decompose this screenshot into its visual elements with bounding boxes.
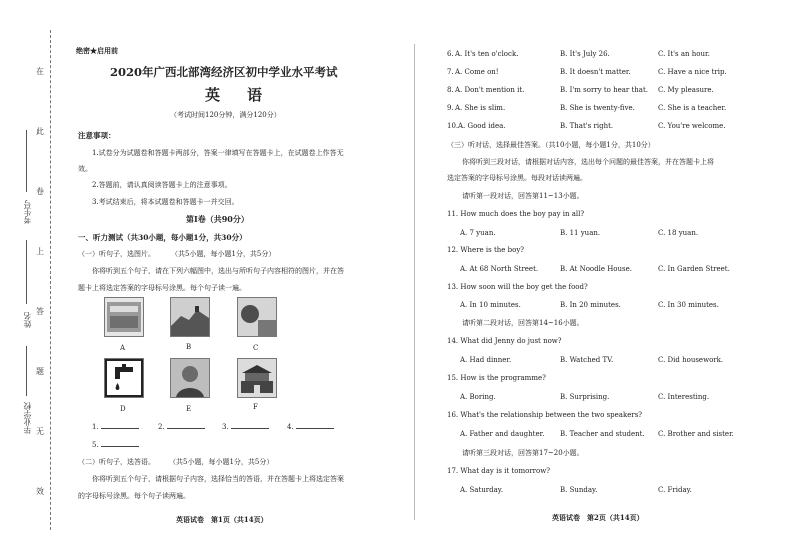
option-c: C. Brother and sister. <box>658 430 734 438</box>
option-c: C. Have a nice trip. <box>658 68 727 76</box>
note-item: 效。 <box>78 165 92 173</box>
dialogue-heading: 请听第二段对话，回答第14~16小题。 <box>462 319 584 327</box>
option-a: A. Father and daughter. <box>460 430 545 438</box>
option-a: A. Don't mention it. <box>455 86 525 94</box>
seal-char: 在 <box>36 67 44 76</box>
blank-number: 5. <box>92 441 99 449</box>
instruction-text: 你将听到五个句子，请根据句子内容，选择恰当的答语，并在答题卡上将选定答案 <box>92 475 344 483</box>
picture-label: C <box>253 344 259 352</box>
tiananmen-icon <box>238 359 276 397</box>
option-c: C. In 30 minutes. <box>658 301 719 309</box>
option-a: A. In 10 minutes. <box>460 301 521 309</box>
subsection-score: （共5小题，每小题1分，共5分） <box>171 250 276 258</box>
question-text: 16. What's the relationship between the two speakers? <box>447 411 643 419</box>
subsection-heading <box>78 457 273 467</box>
page-separator <box>414 44 415 520</box>
option-b: B. At Noodle House. <box>560 265 632 273</box>
option-c: C. My pleasure. <box>658 86 714 94</box>
answer-blank[interactable] <box>92 422 139 431</box>
blank-number: 3. <box>222 423 229 431</box>
picture-label: F <box>253 403 258 411</box>
part-heading: 第Ⅰ卷（共90分） <box>186 214 249 224</box>
secret-mark: 绝密★启用前 <box>76 46 118 55</box>
answer-blank[interactable] <box>92 440 139 449</box>
page-footer: 英语试卷 第2页（共14页） <box>552 513 644 522</box>
option-b: B. She is twenty-five. <box>560 104 635 112</box>
seal-dashed-line <box>50 30 51 530</box>
seal-char: 无 <box>36 427 44 436</box>
question-text: 11. How much does the boy pay in all? <box>447 210 585 218</box>
subsection-score: （共5小题，每小题1分，共5分） <box>169 458 274 466</box>
option-a: A. Come on! <box>455 68 499 76</box>
option-b: B. It doesn't matter. <box>560 68 631 76</box>
question-text: 14. What did Jenny do just now? <box>447 337 562 345</box>
note-item: 2.答题前，请认真阅读答题卡上的注意事项。 <box>92 181 232 189</box>
option-c: C. In Garden Street. <box>658 265 730 273</box>
note-item: 3.考试结束后，将本试题卷和答题卡一并交回。 <box>92 198 239 206</box>
seal-char: 题 <box>36 367 44 376</box>
option-b: B. Teacher and student. <box>560 430 645 438</box>
note-item: 1.试卷分为试题卷和答题卡两部分，答案一律填写在答题卡上，在试题卷上作答无 <box>92 149 344 157</box>
picture-option-c <box>237 297 277 337</box>
picture-option-a <box>104 297 144 337</box>
subject-title: 英 语 <box>205 86 269 104</box>
field-label-name: 姓名 <box>23 312 32 328</box>
option-c: C. Friday. <box>658 486 692 494</box>
answer-blank[interactable] <box>222 422 269 431</box>
question-number: 10. <box>447 122 459 130</box>
option-a: A. Saturday. <box>460 486 504 494</box>
option-c: C. 18 yuan. <box>658 229 699 237</box>
instruction-text: 题卡上将选定答案的字母标号涂黑。每个句子读一遍。 <box>78 284 246 292</box>
subsection-title: （二）听句子，选答语。 <box>78 458 155 466</box>
instruction-text: 选定答案的字母标号涂黑。每段对话读两遍。 <box>447 174 587 182</box>
field-line-school <box>26 346 27 396</box>
option-a: A. Had dinner. <box>460 356 512 364</box>
instruction-text: 的字母标号涂黑。每个句子读两遍。 <box>78 492 190 500</box>
page-footer: 英语试卷 第1页（共14页） <box>176 515 268 524</box>
option-c: C. She is a teacher. <box>658 104 727 112</box>
option-b: B. Sunday. <box>560 486 598 494</box>
seal-char: 此 <box>36 127 44 136</box>
subsection-title: （一）听句子，选图片。 <box>78 250 155 258</box>
option-b: B. In 20 minutes. <box>560 301 621 309</box>
poster-icon <box>105 298 143 336</box>
instruction-text: 你将听到五个句子，请在下列六幅图中，选出与所听句子内容相符的图片，并在答 <box>92 267 344 275</box>
picture-label: B <box>186 343 192 351</box>
seal-char: 答 <box>36 307 44 316</box>
blank-number: 4. <box>287 423 294 431</box>
blank-number: 1. <box>92 423 99 431</box>
picture-label: A <box>120 344 126 352</box>
option-b: B. Surprising. <box>560 393 610 401</box>
option-b: B. Watched TV. <box>560 356 614 364</box>
exam-title: 2020年广西北部湾经济区初中学业水平考试 <box>110 65 338 79</box>
question-text: 15. How is the programme? <box>447 374 546 382</box>
seal-char: 效 <box>36 487 44 496</box>
landscape-icon <box>238 298 276 336</box>
question-number: 6. <box>447 50 454 58</box>
question-text: 12. Where is the boy? <box>447 246 525 254</box>
field-line-exam-number <box>26 130 27 192</box>
water-tap-icon <box>105 359 143 397</box>
blank-number: 2. <box>158 423 165 431</box>
option-c: C. You're welcome. <box>658 122 726 130</box>
section-heading: 一、听力测试（共30小题，每小题1分，共30分） <box>78 233 247 242</box>
question-text: 17. What day is it tomorrow? <box>447 467 550 475</box>
field-label-school: 毕业学校 <box>23 402 32 434</box>
question-text: 13. How soon will the boy get the food? <box>447 283 588 291</box>
great-wall-icon <box>171 298 209 336</box>
option-a: A. It's ten o'clock. <box>455 50 519 58</box>
field-label-exam-number: 考生号 <box>23 200 32 224</box>
option-a: A. She is slim. <box>455 104 506 112</box>
instruction-text: 你将听到三段对话，请根据对话内容，选出每个问题的最佳答案，并在答题卡上将 <box>462 158 714 166</box>
option-a: A. Boring. <box>460 393 496 401</box>
question-number: 7. <box>447 68 454 76</box>
dialogue-heading: 请听第一段对话，回答第11~13小题。 <box>462 192 584 200</box>
option-b: B. That's right. <box>560 122 614 130</box>
field-line-name <box>26 240 27 304</box>
dialogue-heading: 请听第三段对话，回答第17~20小题。 <box>462 449 584 457</box>
answer-blank[interactable] <box>158 422 205 431</box>
picture-option-f <box>237 358 277 398</box>
subsection-heading: （三）听对话，选择最佳答案。（共10小题，每小题1分，共10分） <box>447 141 655 149</box>
option-b: B. 11 yuan. <box>560 229 601 237</box>
picture-option-d <box>104 358 144 398</box>
option-b: B. It's July 26. <box>560 50 610 58</box>
picture-option-b <box>170 297 210 337</box>
question-number: 8. <box>447 86 454 94</box>
picture-label: D <box>120 405 126 413</box>
answer-blank[interactable] <box>287 422 334 431</box>
notes-heading: 注意事项： <box>78 131 116 140</box>
option-c: C. Did housework. <box>658 356 724 364</box>
option-c: C. Interesting. <box>658 393 710 401</box>
exam-info: （考试时间120分钟，满分120分） <box>170 111 281 119</box>
option-b: B. I'm sorry to hear that. <box>560 86 649 94</box>
question-number: 9. <box>447 104 454 112</box>
picture-label: E <box>186 405 192 413</box>
option-a: A. 7 yuan. <box>460 229 496 237</box>
seal-char: 上 <box>36 247 44 256</box>
option-a: A. At 68 North Street. <box>460 265 539 273</box>
option-a: A. Good idea. <box>458 122 506 130</box>
seal-char: 卷 <box>36 187 44 196</box>
option-c: C. It's an hour. <box>658 50 710 58</box>
picture-option-e <box>170 358 210 398</box>
subsection-heading <box>78 249 275 259</box>
portrait-icon <box>171 359 209 397</box>
